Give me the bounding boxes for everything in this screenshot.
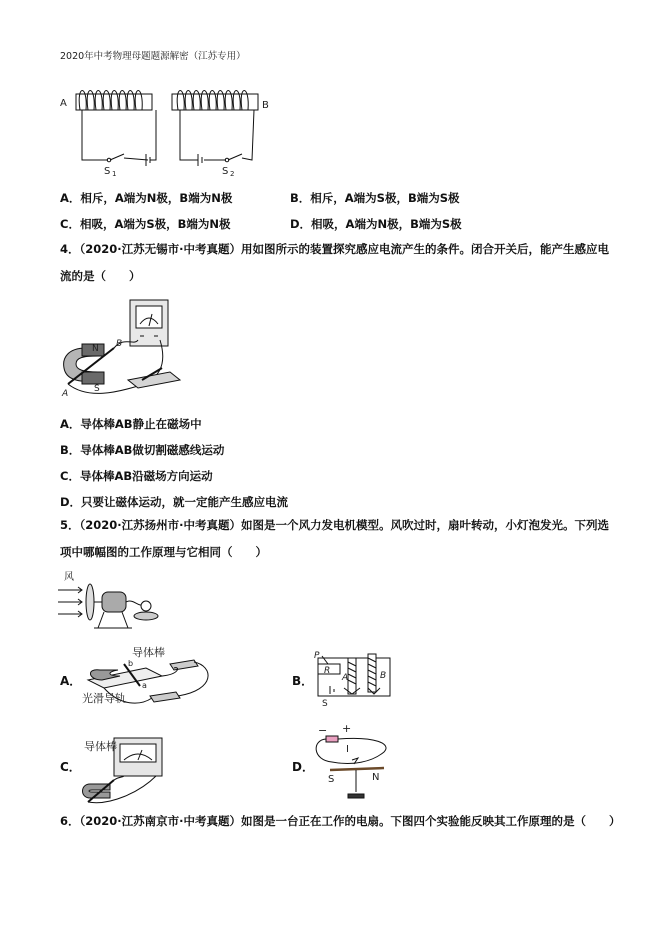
label-a: A xyxy=(60,98,67,109)
pole-s: S xyxy=(94,384,100,394)
slider-p-label: P xyxy=(314,651,320,661)
switch-s-label: S xyxy=(322,699,328,709)
pole-n: N xyxy=(92,344,99,354)
rheostat-r-label: R xyxy=(324,666,331,676)
q5-stem-line1: 5．（2020·江苏扬州市·中考真题）如图是一个风力发电机模型。风吹过时，扇叶转动，小灯泡发光。下列选 xyxy=(60,518,609,532)
conductor-rod-label: 导体棒 xyxy=(132,646,165,659)
needle-s-label: S xyxy=(328,774,335,785)
rod-end-a-label: a xyxy=(142,681,147,690)
q4-option-d[interactable]: D．只要让磁体运动，就一定能产生感应电流 xyxy=(60,495,289,509)
page-header: 2020年中考物理母题题源解密（江苏专用） xyxy=(60,51,246,62)
switch1-label: S xyxy=(104,166,111,177)
q5-option-d-label[interactable]: D． xyxy=(292,760,314,774)
q5-option-d-figure[interactable] xyxy=(312,722,412,802)
q3-option-c[interactable]: C．相吸，A端为S极，B端为N极 xyxy=(60,217,231,231)
q5-option-a-figure[interactable] xyxy=(80,640,240,712)
q4-stem-line1: 4．（2020·江苏无锡市·中考真题）用如图所示的装置探究感应电流产生的条件。闭合开关后，能产生感应电 xyxy=(60,242,609,256)
rod-end-b: B xyxy=(116,339,123,349)
induction-figure xyxy=(58,296,188,400)
coil-b-label: B xyxy=(380,671,387,681)
q5-option-b-label[interactable]: B． xyxy=(292,674,314,688)
label-b: B xyxy=(262,100,269,111)
q5-option-c-figure[interactable] xyxy=(80,732,170,804)
smooth-rail-label: 光滑导轨 xyxy=(82,692,126,705)
q6-stem: 6．（2020·江苏南京市·中考真题）如图是一台正在工作的电扇。下图四个实验能反映其工作原理的是（ ） xyxy=(60,814,621,828)
q5-stem xyxy=(60,512,640,566)
q3-option-a[interactable]: A．相斥，A端为N极，B端为N极 xyxy=(60,191,233,205)
q5-option-c-label[interactable]: C． xyxy=(60,760,81,774)
q4-option-a[interactable]: A．导体棒AB静止在磁场中 xyxy=(60,417,202,431)
rod-end-b-label: b xyxy=(128,659,134,668)
switch2-sub: 2 xyxy=(230,170,235,178)
q4-option-c[interactable]: C．导体棒AB沿磁场方向运动 xyxy=(60,469,213,483)
coil-a-label: A xyxy=(342,673,349,683)
q4-option-b[interactable]: B．导体棒AB做切割磁感线运动 xyxy=(60,443,225,457)
battery-plus-label: + xyxy=(342,722,352,735)
q3-option-b[interactable]: B．相斥，A端为S极，B端为S极 xyxy=(290,191,460,205)
switch2-label: S xyxy=(222,166,229,177)
q4-stem xyxy=(60,236,640,290)
q5-option-b-figure[interactable] xyxy=(308,648,398,710)
battery-minus-label: − xyxy=(318,724,328,737)
solenoid-figure xyxy=(58,80,278,178)
current-i-label: I xyxy=(346,744,349,755)
conductor-rod-label-c: 导体棒 xyxy=(84,740,117,753)
q3-option-d[interactable]: D．相吸，A端为N极，B端为S极 xyxy=(290,217,462,231)
q4-stem-line2: 流的是（ ） xyxy=(60,269,141,283)
wind-label: 风 xyxy=(64,572,74,583)
q5-stem-line2: 项中哪幅图的工作原理与它相同（ ） xyxy=(60,545,267,559)
rod-end-a: A xyxy=(62,389,69,399)
switch1-sub: 1 xyxy=(112,170,117,178)
wind-generator-figure xyxy=(58,568,168,632)
needle-n-label: N xyxy=(372,772,380,783)
q5-option-a-label[interactable]: A． xyxy=(60,674,82,688)
